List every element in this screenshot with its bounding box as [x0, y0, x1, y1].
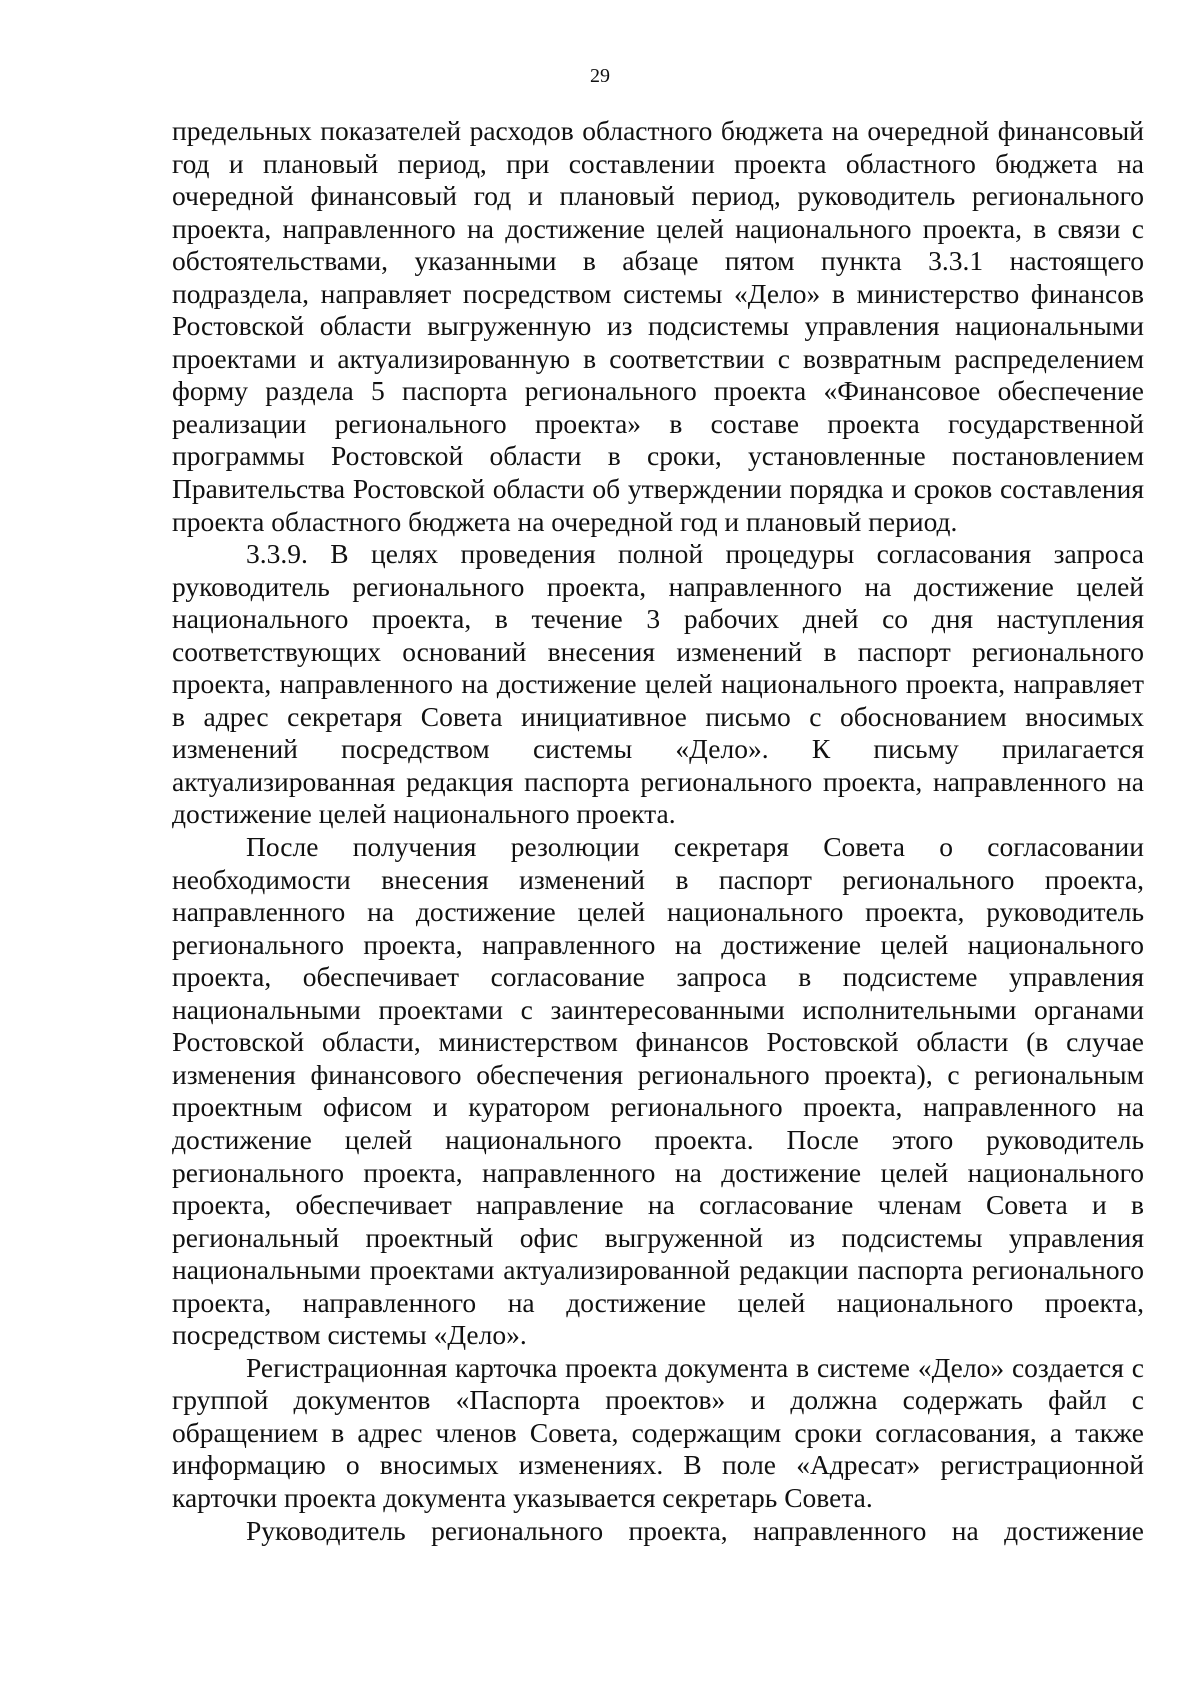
paragraph-continuation: предельных показателей расходов областного бюджета на очередной финансовый год и плановый период, при составлении проекта областного бюджета на очередной финансовый год и плановый период, руководитель регионального проекта, направленного на достижение целей национального проекта, в связи с обстоятельствами, указанными в абзаце пятом пункта 3.3.1 настоящего подраздела, направляет посредством системы «Дело» в министерство финансов Ростовской области выгруженную из подсистемы управления национальными проектами и актуализированную в соответствии с возвратным распределением форму раздела 5 паспорта регионального проекта «Финансовое обеспечение реализации регионального проекта» в составе проекта государственной программы Ростовской области в сроки, установленные постановлением Правительства Ростовской области об утверждении порядка и сроков составления проекта областного бюджета на очередной год и плановый период. — [172, 115, 1144, 537]
paragraph-3-3-9: 3.3.9. В целях проведения полной процедуры согласования запроса руководитель регионального проекта, направленного на достижение целей национального проекта, в течение 3 рабочих дней со дня наступления соответствующих оснований внесения изменений в паспорт регионального проекта, направленного на достижение целей национального проекта, направляет в адрес секретаря Совета инициативное письмо с обоснованием вносимых изменений посредством системы «Дело». К письму прилагается актуализированная редакция паспорта регионального проекта, направленного на достижение целей национального проекта. — [172, 538, 1144, 830]
paragraph-registration-card: Регистрационная карточка проекта документа в системе «Дело» создается с группой документов «Паспорта проектов» и должна содержать файл с обращением в адрес членов Совета, содержащим сроки согласования, а также информацию о вносимых изменениях. В поле «Адресат» регистрационной карточки проекта документа указывается секретарь Совета. — [172, 1351, 1144, 1513]
paragraph-project-leader: Руководитель регионального проекта, направленного на достижение — [246, 1514, 1144, 1546]
page-number: 29 — [590, 65, 610, 87]
paragraph-after-resolution: После получения резолюции секретаря Совета о согласовании необходимости внесения изменений в паспорт регионального проекта, направленного на достижение целей национального проекта, руководитель регионального проекта, направленного на достижение целей национального проекта, обеспечивает согласование запроса в подсистеме управления национальными проектами с заинтересованными исполнительными органами Ростовской области, министерством финансов Ростовской области (в случае изменения финансового обеспечения регионального проекта), с региональным проектным офисом и куратором регионального проекта, направленного на достижение целей национального проекта. После этого руководитель регионального проекта, направленного на достижение целей национального проекта, обеспечивает направление на согласование членам Совета и в региональный проектный офис выгруженной из подсистемы управления национальными проектами актуализированной редакции паспорта регионального проекта, направленного на достижение целей национального проекта, посредством системы «Дело». — [172, 831, 1144, 1351]
document-body — [172, 115, 1144, 1547]
